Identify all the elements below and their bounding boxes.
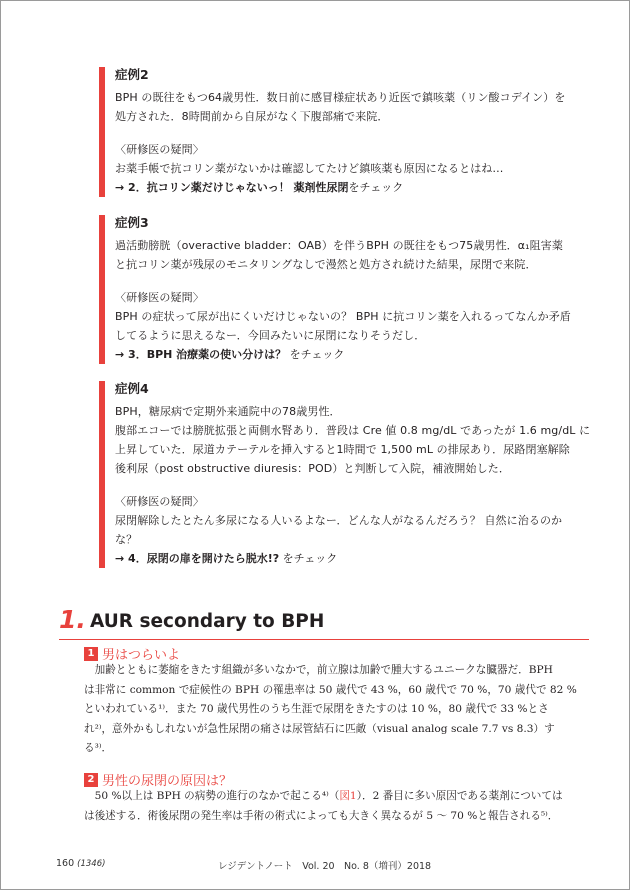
case-text-line: 上昇していた．尿道カテーテルを挿入すると1時間で 1,500 mL の排尿あり．尿路閉塞解除: [115, 443, 570, 456]
subsection-number-badge: 2: [84, 773, 98, 787]
question-label: 〈研修医の疑問〉: [115, 291, 204, 304]
section-number: 1.: [59, 605, 86, 634]
arrow: →: [115, 552, 129, 565]
case-box-4: [99, 381, 605, 568]
page-number-alt: (1346): [77, 859, 106, 869]
journal-info: レジデントノート Vol. 20 No. 8（増刊）2018: [218, 861, 432, 872]
question-line: 尿閉解除したとたん多尿になる人いるよなー．どんな人がなるんだろう？ 自然に治るのか: [115, 514, 563, 527]
section-heading: [59, 605, 589, 640]
case-box-2: [99, 67, 605, 197]
paragraph-line: は後述する．術後尿閉の発生率は手術の術式によっても大きく異なるが 5 ～ 70 %と報告される⁵⁾．: [84, 809, 559, 822]
cross-reference: [115, 178, 605, 197]
page-number-value: 160: [56, 858, 75, 869]
section-title: AUR secondary to BPH: [90, 611, 325, 632]
subsection-body-2: [84, 787, 589, 826]
arrow: →: [115, 348, 129, 361]
figure-reference-link[interactable]: 図1: [339, 790, 357, 802]
cross-reference: [115, 345, 605, 364]
subsection-title: 男性の尿閉の原因は？: [102, 774, 233, 789]
case-text-line: 過活動膀胱（overactive bladder：OAB）を伴うBPH の既往をもつ75歳男性．α₁阻害薬: [115, 239, 563, 252]
question-line: お薬手帳で抗コリン薬がないかは確認してたけど鎮咳薬も原因になるとはね…: [115, 162, 504, 175]
paragraph-line: は非常に common で症候性の BPH の罹患率は 50 歳代で 43 %，60 歳代で 70 %，70 歳代で 82 %: [84, 683, 577, 696]
paragraph-line: 加齢とともに萎縮をきたす組織が多いなかで，前立腺は加齢で腫大するユニークな臓器だ．BPH: [84, 664, 553, 676]
paragraph-line: れ²⁾，意外かもしれないが急性尿閉の痛さは尿管結石に匹敵（visual analog scale 7.7 vs 8.3）す: [84, 722, 555, 735]
paragraph-text: ）．2 番目に多い原因である薬剤については: [356, 790, 563, 802]
question-label: 〈研修医の疑問〉: [115, 143, 204, 156]
case-text-line: 腹部エコーでは膀胱拡張と両側水腎あり．普段は Cre 値 0.8 mg/dL であったが 1.6 mg/dL に: [115, 424, 591, 437]
case-title: 症例4: [115, 381, 149, 396]
case-text-line: BPH，糖尿病で定期外来通院中の78歳男性．: [115, 405, 341, 418]
cross-reference-target: 3．BPH 治療薬の使い分けは？: [128, 348, 287, 361]
case-title: 症例2: [115, 67, 149, 82]
subsection-title: 男はつらいよ: [102, 648, 181, 663]
subsection-body-1: [84, 661, 589, 759]
paragraph-line: といわれている¹⁾．また 70 歳代男性のうち生涯で尿閉をきたすのは 10 %，80 歳代で 33 %とさ: [84, 703, 549, 715]
case-text-line: と抗コリン薬が残尿のモニタリングなしで漫然と処方され続けた結果，尿閉で来院．: [115, 258, 537, 271]
page-number: [56, 858, 105, 869]
question-line: してるように思えるなー．今回みたいに尿閉になりそうだし．: [115, 329, 426, 342]
subsection-heading-1: [84, 643, 181, 663]
arrow: →: [115, 181, 129, 194]
case-text-line: 処方された．8時間前から自尿がなく下腹部痛で来院．: [115, 110, 389, 123]
cross-reference-target: 2．抗コリン薬だけじゃないっ！ 薬剤性尿閉: [128, 181, 349, 194]
question-line: BPH の症状って尿が出にくいだけじゃないの？ BPH に抗コリン薬を入れるってなんか矛盾: [115, 310, 571, 323]
paragraph-line: [84, 787, 589, 807]
subsection-number-badge: 1: [84, 647, 98, 661]
question-line: な？: [115, 533, 138, 546]
question-label: 〈研修医の疑問〉: [115, 495, 204, 508]
case-title: 症例3: [115, 215, 149, 230]
cross-reference: [115, 549, 605, 568]
cross-reference-suffix: をチェック: [279, 552, 338, 565]
cross-reference-suffix: をチェック: [286, 348, 345, 361]
cross-reference-target: 4．尿閉の扉を開けたら脱水!?: [128, 552, 280, 565]
subsection-heading-2: [84, 769, 233, 789]
case-text-line: BPH の既往をもつ64歳男性．数日前に感冒様症状あり近医で鎮咳薬（リン酸コデイン）を: [115, 91, 566, 104]
case-text-line: 後利尿（post obstructive diuresis：POD）と判断して入院，補液開始した．: [115, 462, 510, 475]
case-box-3: [99, 215, 605, 364]
cross-reference-suffix: をチェック: [348, 181, 404, 194]
paragraph-line: る³⁾．: [84, 742, 113, 754]
paragraph-text: 50 %以上は BPH の病勢の進行のなかで起こる⁴⁾（: [84, 790, 340, 802]
